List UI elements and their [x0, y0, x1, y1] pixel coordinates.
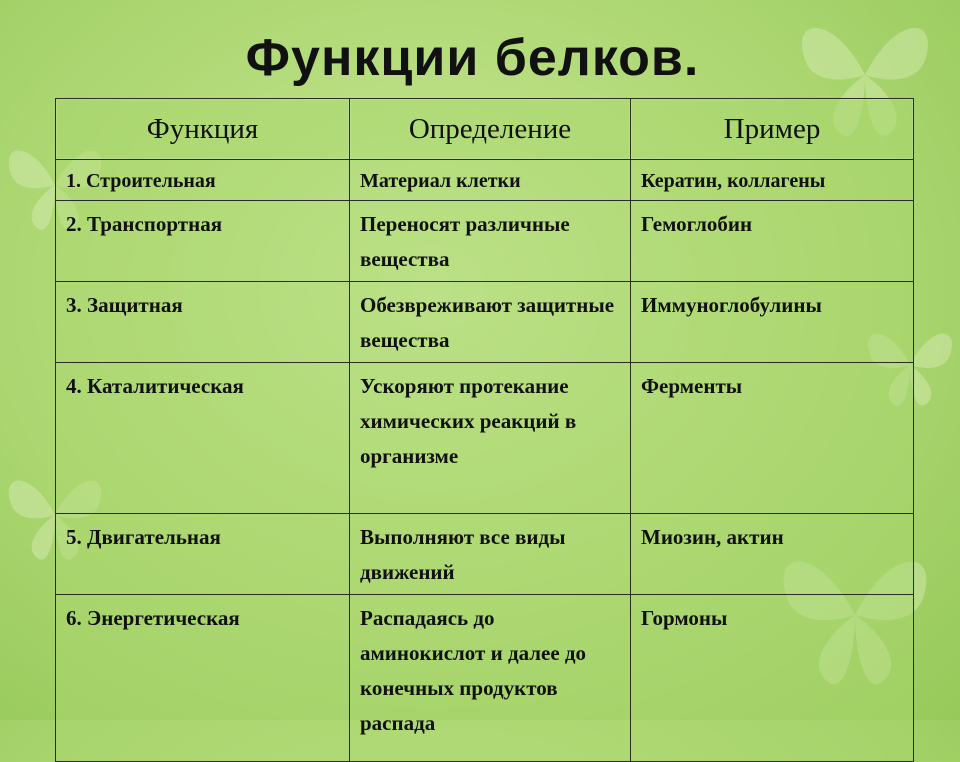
function-cell: 3. Защитная — [56, 282, 350, 363]
table-row — [56, 282, 914, 363]
example-cell: Миозин, актин — [631, 514, 914, 595]
function-cell: 6. Энергетическая — [56, 595, 350, 762]
table-row — [56, 514, 914, 595]
definition-cell: Материал клетки — [350, 160, 631, 201]
slide-title: Функции белков. — [245, 29, 700, 87]
table-body — [56, 160, 914, 762]
header-row — [56, 99, 914, 160]
example-cell: Кератин, коллагены — [631, 160, 914, 201]
example-cell: Иммуноглобулины — [631, 282, 914, 363]
example-cell: Ферменты — [631, 363, 914, 514]
header-example: Пример — [631, 99, 914, 160]
header-function: Функция — [56, 99, 350, 160]
header-definition: Определение — [350, 99, 631, 160]
example-cell: Гормоны — [631, 595, 914, 762]
table-header — [56, 99, 914, 160]
definition-cell: Ускоряют протекание химических реакций в организме — [350, 363, 631, 514]
definition-cell: Выполняют все виды движений — [350, 514, 631, 595]
definition-cell: Переносят различные вещества — [350, 201, 631, 282]
function-cell: 4. Каталитическая — [56, 363, 350, 514]
protein-functions-table — [55, 98, 914, 762]
definition-cell: Обезвреживают защитные вещества — [350, 282, 631, 363]
function-cell: 1. Строительная — [56, 160, 350, 201]
table-row — [56, 201, 914, 282]
table-row — [56, 595, 914, 762]
function-cell: 5. Двигательная — [56, 514, 350, 595]
definition-cell: Распадаясь до аминокислот и далее до конечных продуктов распада — [350, 595, 631, 762]
function-cell: 2. Транспортная — [56, 201, 350, 282]
table-row — [56, 363, 914, 514]
table-row — [56, 160, 914, 201]
example-cell: Гемоглобин — [631, 201, 914, 282]
